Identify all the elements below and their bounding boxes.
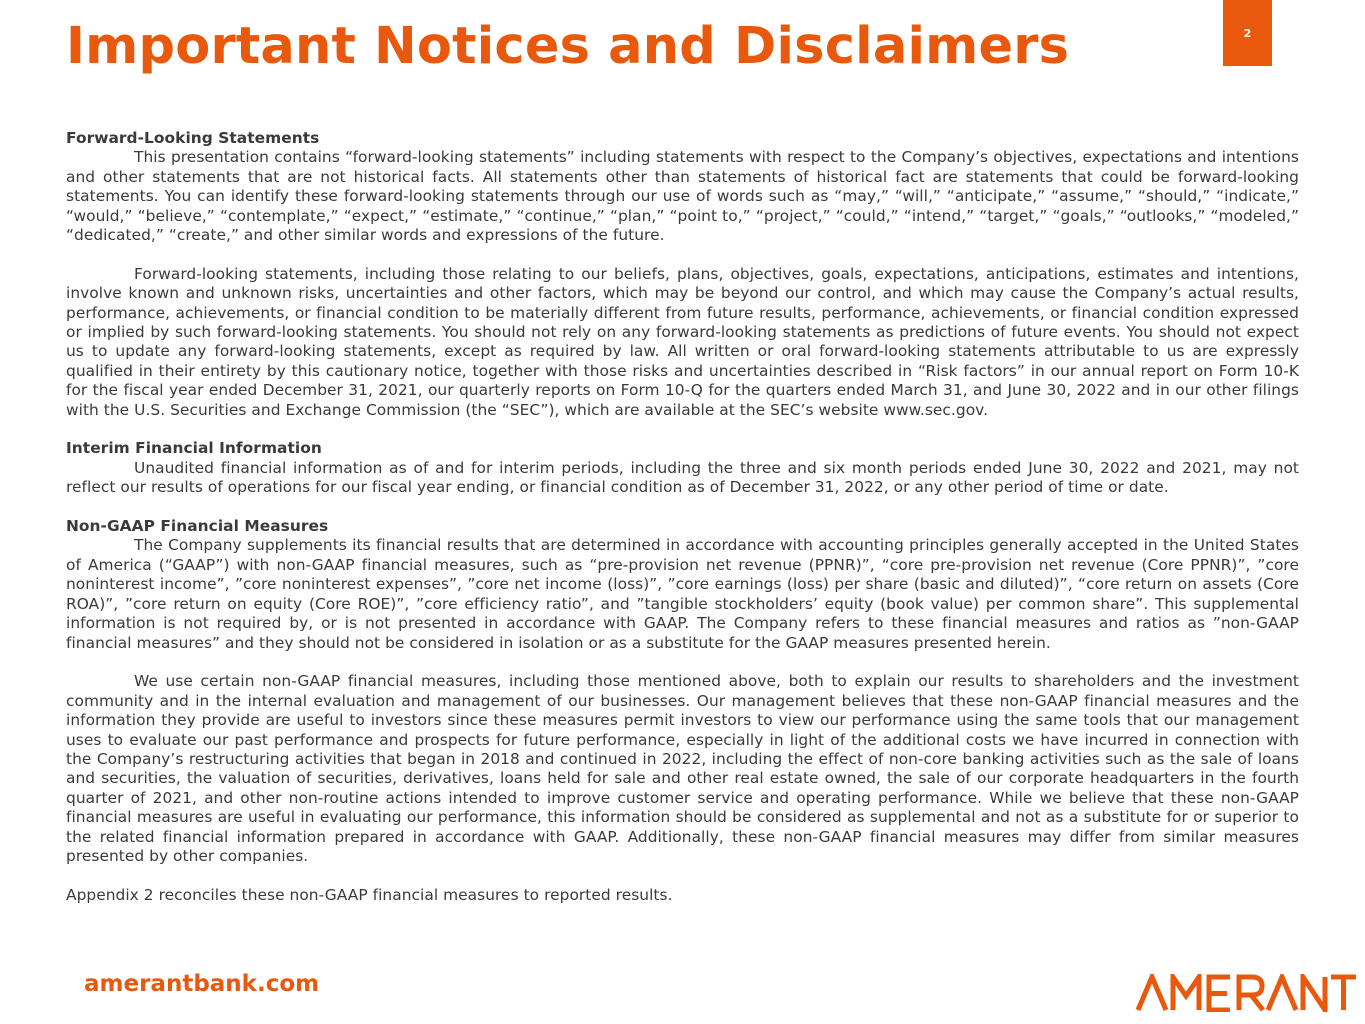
disclaimer-content: [66, 129, 1299, 905]
paragraph-forward-looking-1: This presentation contains “forward-looking statements” including statements with respect to the Company’s objectives, expectations and intentions and other statements that are not historical facts. All statements other than statements of historical fact are statements that could be forward-looking statements. You can identify these forward-looking statements through our use of words such as “may,” “will,” “anticipate,” “assume,” “should,” “indicate,” “would,” “believe,” “contemplate,” “expect,” “estimate,” “continue,” “plan,” “point to,” “project,” “could,” “intend,” “target,” “goals,” “outlooks,” “modeled,” “dedicated,” “create,” and other similar words and expressions of the future.: [66, 148, 1299, 245]
paragraph-non-gaap-2: We use certain non-GAAP financial measures, including those mentioned above, both to explain our results to shareholders and the investment community and in the internal evaluation and management of our businesses. Our management believes that these non-GAAP financial measures and the information they provide are useful to investors since these measures permit investors to view our performance using the same tools that our management uses to evaluate our past performance and prospects for future performance, especially in light of the additional costs we have incurred in connection with the Company’s restructuring activities that began in 2018 and continued in 2022, including the effect of non-core banking activities such as the sale of loans and securities, the valuation of securities, derivatives, loans held for sale and other real estate owned, the sale of our corporate headquarters in the fourth quarter of 2021, and other non-routine actions intended to improve customer service and operating performance. While we believe that these non-GAAP financial measures are useful in evaluating our performance, this information should be considered as supplemental and not as a substitute for or superior to the related financial information prepared in accordance with GAAP. Additionally, these non-GAAP financial measures may differ from similar measures presented by other companies.: [66, 672, 1299, 865]
footer-website-link[interactable]: amerantbank.com: [84, 971, 320, 997]
section-heading-interim: Interim Financial Information: [66, 439, 322, 458]
page-number-badge: 2: [1223, 0, 1272, 66]
paragraph-interim-1: Unaudited financial information as of and for interim periods, including the three and six month periods ended June 30, 2022 and 2021, may not reflect our results of operations for our fiscal year ending, or financial condition as of December 31, 2022, or any other period of time or date.: [66, 458, 1299, 497]
page-title: Important Notices and Disclaimers: [66, 17, 1070, 76]
section-heading-forward-looking: Forward-Looking Statements: [66, 129, 320, 147]
section-heading-non-gaap: Non-GAAP Financial Measures: [66, 517, 329, 536]
paragraph-forward-looking-2: Forward-looking statements, including those relating to our beliefs, plans, objectives, goals, expectations, anticipations, estimates and intentions, involve known and unknown risks, uncertainties and other factors, which may be beyond our control, and which may cause the Company’s actual results, performance, achievements, or financial condition to be materially different from future results, performance, achievements, or financial condition expressed or implied by such forward-looking statements. You should not rely on any forward-looking statements as predictions of future events. You should not expect us to update any forward-looking statements, except as required by law. All written or oral forward-looking statements attributable to us are expressly qualified in their entirety by this cautionary notice, together with those risks and uncertainties described in “Risk factors” in our annual report on Form 10-K for the fiscal year ended December 31, 2021, our quarterly reports on Form 10-Q for the quarters ended March 31, and June 30, 2022 and in our other filings with the U.S. Securities and Exchange Commission (the “SEC”), which are available at the SEC’s website www.sec.gov.: [66, 264, 1299, 419]
paragraph-appendix-note: Appendix 2 reconciles these non-GAAP financial measures to reported results.: [66, 885, 673, 904]
paragraph-non-gaap-1: The Company supplements its financial results that are determined in accordance with accounting principles generally accepted in the United States of America (“GAAP”) with non-GAAP financial measures, such as “pre-provision net revenue (PPNR)”, “core pre-provision net revenue (Core PPNR)”, ”core noninterest income”, ”core noninterest expenses”, ”core net income (loss)”, ”core earnings (loss) per share (basic and diluted)”, “core return on assets (Core ROA)”, ”core return on equity (Core ROE)”, ”core efficiency ratio”, and ”tangible stockholders’ equity (book value) per common share”. This supplemental information is not required by, or is not presented in accordance with GAAP. The Company refers to these financial measures and ratios as ”non-GAAP financial measures” and they should not be considered in isolation or as a substitute for the GAAP measures presented herein.: [66, 536, 1299, 652]
amerant-logo: [1135, 974, 1357, 1012]
